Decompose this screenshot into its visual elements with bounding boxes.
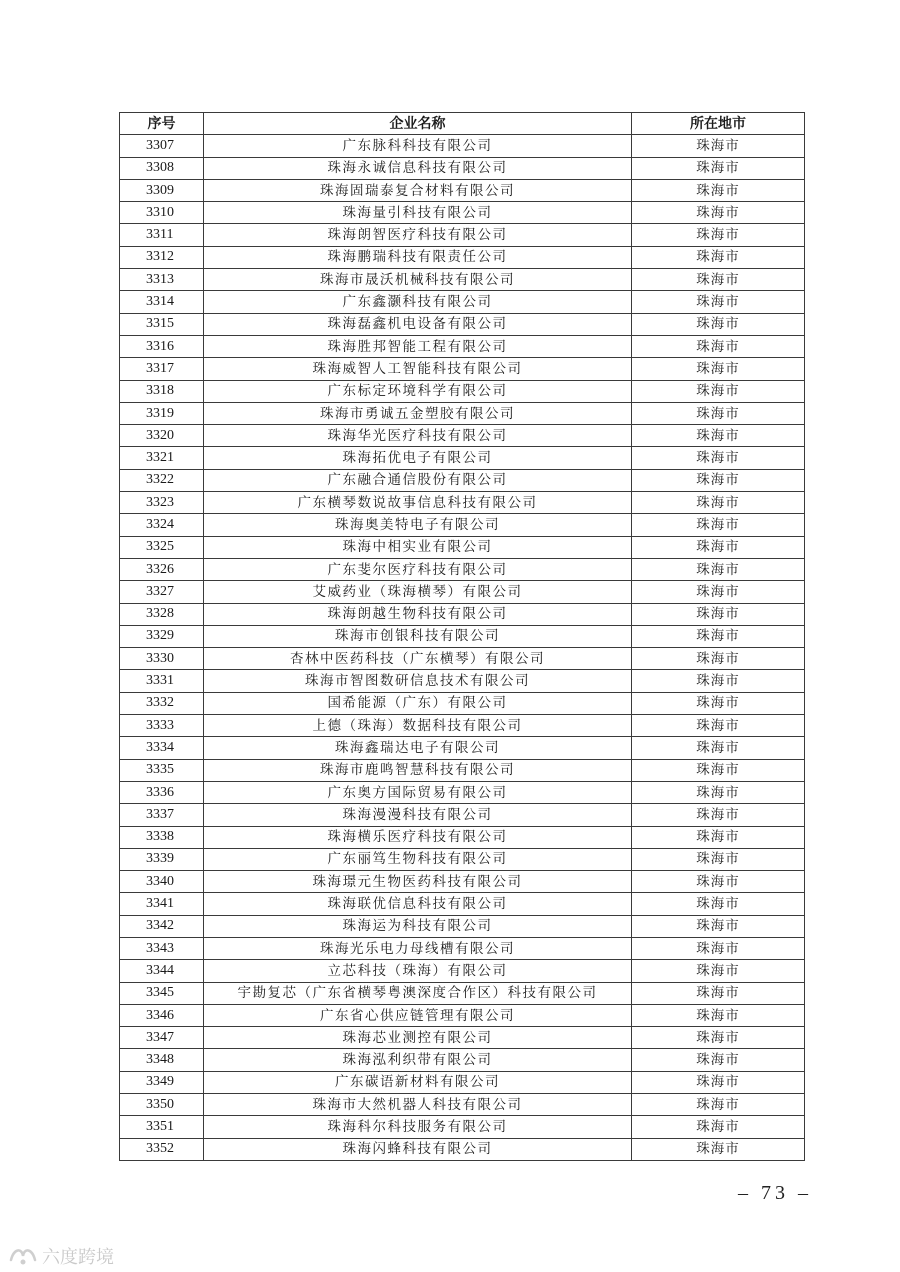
column-header-serial: 序号 <box>120 113 204 135</box>
city-cell: 珠海市 <box>632 1049 805 1071</box>
table-row <box>120 648 805 670</box>
company-name-cell: 珠海漫漫科技有限公司 <box>204 804 632 826</box>
serial-cell: 3337 <box>120 804 204 826</box>
city-cell: 珠海市 <box>632 670 805 692</box>
serial-cell: 3328 <box>120 603 204 625</box>
table-row <box>120 826 805 848</box>
company-name-cell: 广东脉科科技有限公司 <box>204 135 632 157</box>
serial-cell: 3347 <box>120 1027 204 1049</box>
company-name-cell: 珠海朗智医疗科技有限公司 <box>204 224 632 246</box>
city-cell: 珠海市 <box>632 224 805 246</box>
city-cell: 珠海市 <box>632 1094 805 1116</box>
city-cell: 珠海市 <box>632 648 805 670</box>
brand-logo-icon <box>8 1245 38 1267</box>
table-row <box>120 514 805 536</box>
table-row <box>120 715 805 737</box>
table-row <box>120 157 805 179</box>
serial-cell: 3342 <box>120 915 204 937</box>
company-name-cell: 广东融合通信股份有限公司 <box>204 469 632 491</box>
serial-cell: 3308 <box>120 157 204 179</box>
serial-cell: 3351 <box>120 1116 204 1138</box>
company-name-cell: 广东丽笃生物科技有限公司 <box>204 848 632 870</box>
header-row <box>120 113 805 135</box>
city-cell: 珠海市 <box>632 893 805 915</box>
serial-cell: 3326 <box>120 558 204 580</box>
company-name-cell: 珠海联优信息科技有限公司 <box>204 893 632 915</box>
serial-cell: 3311 <box>120 224 204 246</box>
city-cell: 珠海市 <box>632 804 805 826</box>
serial-cell: 3330 <box>120 648 204 670</box>
table-row <box>120 1116 805 1138</box>
serial-cell: 3339 <box>120 848 204 870</box>
company-name-cell: 广东奥方国际贸易有限公司 <box>204 781 632 803</box>
serial-cell: 3334 <box>120 737 204 759</box>
company-name-cell: 立芯科技（珠海）有限公司 <box>204 960 632 982</box>
company-name-cell: 珠海璟元生物医药科技有限公司 <box>204 871 632 893</box>
table-row <box>120 915 805 937</box>
city-cell: 珠海市 <box>632 692 805 714</box>
table-row <box>120 202 805 224</box>
city-cell: 珠海市 <box>632 1138 805 1160</box>
serial-cell: 3329 <box>120 625 204 647</box>
company-name-cell: 广东碳语新材料有限公司 <box>204 1071 632 1093</box>
company-name-cell: 珠海磊鑫机电设备有限公司 <box>204 313 632 335</box>
table-row <box>120 1094 805 1116</box>
watermark-text: 六度跨境 <box>42 1247 114 1268</box>
table-row <box>120 1138 805 1160</box>
city-cell: 珠海市 <box>632 469 805 491</box>
company-name-cell: 珠海奥美特电子有限公司 <box>204 514 632 536</box>
company-name-cell: 广东斐尔医疗科技有限公司 <box>204 558 632 580</box>
city-cell: 珠海市 <box>632 536 805 558</box>
table-row <box>120 1071 805 1093</box>
table-row <box>120 246 805 268</box>
company-name-cell: 珠海市智图数研信息技术有限公司 <box>204 670 632 692</box>
serial-cell: 3338 <box>120 826 204 848</box>
table-row <box>120 380 805 402</box>
table-row <box>120 848 805 870</box>
company-name-cell: 珠海市勇诚五金塑胶有限公司 <box>204 402 632 424</box>
city-cell: 珠海市 <box>632 425 805 447</box>
serial-cell: 3316 <box>120 335 204 357</box>
city-cell: 珠海市 <box>632 492 805 514</box>
serial-cell: 3323 <box>120 492 204 514</box>
city-cell: 珠海市 <box>632 1027 805 1049</box>
serial-cell: 3344 <box>120 960 204 982</box>
company-name-cell: 广东鑫灏科技有限公司 <box>204 291 632 313</box>
company-name-cell: 珠海市创银科技有限公司 <box>204 625 632 647</box>
city-cell: 珠海市 <box>632 514 805 536</box>
city-cell: 珠海市 <box>632 202 805 224</box>
serial-cell: 3327 <box>120 581 204 603</box>
company-name-cell: 珠海运为科技有限公司 <box>204 915 632 937</box>
serial-cell: 3331 <box>120 670 204 692</box>
serial-cell: 3319 <box>120 402 204 424</box>
city-cell: 珠海市 <box>632 781 805 803</box>
table-row <box>120 937 805 959</box>
city-cell: 珠海市 <box>632 1004 805 1026</box>
table-row <box>120 335 805 357</box>
city-cell: 珠海市 <box>632 737 805 759</box>
table-row <box>120 291 805 313</box>
table-row <box>120 804 805 826</box>
watermark <box>8 1243 114 1269</box>
table-row <box>120 871 805 893</box>
enterprise-table <box>119 112 805 1161</box>
city-cell: 珠海市 <box>632 603 805 625</box>
serial-cell: 3332 <box>120 692 204 714</box>
table-row <box>120 469 805 491</box>
company-name-cell: 宇勘复芯（广东省横琴粤澳深度合作区）科技有限公司 <box>204 982 632 1004</box>
serial-cell: 3346 <box>120 1004 204 1026</box>
serial-cell: 3335 <box>120 759 204 781</box>
serial-cell: 3340 <box>120 871 204 893</box>
company-name-cell: 珠海中相实业有限公司 <box>204 536 632 558</box>
company-name-cell: 珠海威智人工智能科技有限公司 <box>204 358 632 380</box>
serial-cell: 3312 <box>120 246 204 268</box>
table-row <box>120 625 805 647</box>
company-name-cell: 上德（珠海）数据科技有限公司 <box>204 715 632 737</box>
company-name-cell: 珠海鑫瑞达电子有限公司 <box>204 737 632 759</box>
company-name-cell: 珠海胜邦智能工程有限公司 <box>204 335 632 357</box>
table-row <box>120 402 805 424</box>
serial-cell: 3320 <box>120 425 204 447</box>
city-cell: 珠海市 <box>632 380 805 402</box>
company-name-cell: 广东省心供应链管理有限公司 <box>204 1004 632 1026</box>
company-name-cell: 珠海拓优电子有限公司 <box>204 447 632 469</box>
serial-cell: 3322 <box>120 469 204 491</box>
city-cell: 珠海市 <box>632 179 805 201</box>
city-cell: 珠海市 <box>632 291 805 313</box>
table-row <box>120 1027 805 1049</box>
table-row <box>120 1004 805 1026</box>
city-cell: 珠海市 <box>632 581 805 603</box>
table-row <box>120 313 805 335</box>
serial-cell: 3345 <box>120 982 204 1004</box>
table-row <box>120 179 805 201</box>
city-cell: 珠海市 <box>632 358 805 380</box>
table-row <box>120 536 805 558</box>
serial-cell: 3318 <box>120 380 204 402</box>
company-name-cell: 珠海泓利织带有限公司 <box>204 1049 632 1071</box>
table-row <box>120 759 805 781</box>
city-cell: 珠海市 <box>632 848 805 870</box>
company-name-cell: 广东标定环境科学有限公司 <box>204 380 632 402</box>
city-cell: 珠海市 <box>632 937 805 959</box>
serial-cell: 3317 <box>120 358 204 380</box>
serial-cell: 3333 <box>120 715 204 737</box>
city-cell: 珠海市 <box>632 335 805 357</box>
city-cell: 珠海市 <box>632 157 805 179</box>
serial-cell: 3307 <box>120 135 204 157</box>
table-row <box>120 982 805 1004</box>
company-name-cell: 珠海闪蜂科技有限公司 <box>204 1138 632 1160</box>
serial-cell: 3341 <box>120 893 204 915</box>
table-row <box>120 492 805 514</box>
table-row <box>120 737 805 759</box>
company-name-cell: 珠海鹏瑞科技有限责任公司 <box>204 246 632 268</box>
serial-cell: 3309 <box>120 179 204 201</box>
company-name-cell: 珠海科尔科技服务有限公司 <box>204 1116 632 1138</box>
company-name-cell: 珠海华光医疗科技有限公司 <box>204 425 632 447</box>
table-row <box>120 1049 805 1071</box>
table-row <box>120 224 805 246</box>
company-name-cell: 珠海固瑞泰复合材料有限公司 <box>204 179 632 201</box>
city-cell: 珠海市 <box>632 447 805 469</box>
serial-cell: 3314 <box>120 291 204 313</box>
table-row <box>120 447 805 469</box>
company-name-cell: 珠海横乐医疗科技有限公司 <box>204 826 632 848</box>
city-cell: 珠海市 <box>632 915 805 937</box>
table-row <box>120 358 805 380</box>
city-cell: 珠海市 <box>632 558 805 580</box>
serial-cell: 3315 <box>120 313 204 335</box>
city-cell: 珠海市 <box>632 402 805 424</box>
column-header-company: 企业名称 <box>204 113 632 135</box>
city-cell: 珠海市 <box>632 826 805 848</box>
city-cell: 珠海市 <box>632 313 805 335</box>
city-cell: 珠海市 <box>632 759 805 781</box>
company-name-cell: 国希能源（广东）有限公司 <box>204 692 632 714</box>
company-name-cell: 珠海市晟沃机械科技有限公司 <box>204 269 632 291</box>
company-name-cell: 杏林中医药科技（广东横琴）有限公司 <box>204 648 632 670</box>
city-cell: 珠海市 <box>632 135 805 157</box>
company-name-cell: 广东横琴数说故事信息科技有限公司 <box>204 492 632 514</box>
table-row <box>120 425 805 447</box>
table-row <box>120 692 805 714</box>
company-name-cell: 珠海市鹿鸣智慧科技有限公司 <box>204 759 632 781</box>
city-cell: 珠海市 <box>632 625 805 647</box>
serial-cell: 3336 <box>120 781 204 803</box>
table-row <box>120 893 805 915</box>
city-cell: 珠海市 <box>632 269 805 291</box>
table-row <box>120 960 805 982</box>
table-body <box>120 135 805 1161</box>
city-cell: 珠海市 <box>632 1116 805 1138</box>
serial-cell: 3349 <box>120 1071 204 1093</box>
city-cell: 珠海市 <box>632 871 805 893</box>
serial-cell: 3324 <box>120 514 204 536</box>
table-row <box>120 603 805 625</box>
company-name-cell: 珠海光乐电力母线槽有限公司 <box>204 937 632 959</box>
table-row <box>120 558 805 580</box>
serial-cell: 3325 <box>120 536 204 558</box>
serial-cell: 3313 <box>120 269 204 291</box>
table-row <box>120 135 805 157</box>
table-header <box>120 113 805 135</box>
city-cell: 珠海市 <box>632 246 805 268</box>
city-cell: 珠海市 <box>632 1071 805 1093</box>
company-name-cell: 珠海量引科技有限公司 <box>204 202 632 224</box>
table-row <box>120 269 805 291</box>
company-name-cell: 珠海朗越生物科技有限公司 <box>204 603 632 625</box>
column-header-city: 所在地市 <box>632 113 805 135</box>
city-cell: 珠海市 <box>632 982 805 1004</box>
company-name-cell: 珠海永诚信息科技有限公司 <box>204 157 632 179</box>
serial-cell: 3350 <box>120 1094 204 1116</box>
company-name-cell: 珠海市大然机器人科技有限公司 <box>204 1094 632 1116</box>
page-number: – 73 – <box>738 1182 812 1204</box>
city-cell: 珠海市 <box>632 960 805 982</box>
serial-cell: 3310 <box>120 202 204 224</box>
serial-cell: 3352 <box>120 1138 204 1160</box>
serial-cell: 3321 <box>120 447 204 469</box>
city-cell: 珠海市 <box>632 715 805 737</box>
table-row <box>120 670 805 692</box>
serial-cell: 3343 <box>120 937 204 959</box>
table-row <box>120 581 805 603</box>
company-name-cell: 珠海芯业测控有限公司 <box>204 1027 632 1049</box>
serial-cell: 3348 <box>120 1049 204 1071</box>
table-row <box>120 781 805 803</box>
company-name-cell: 艾威药业（珠海横琴）有限公司 <box>204 581 632 603</box>
